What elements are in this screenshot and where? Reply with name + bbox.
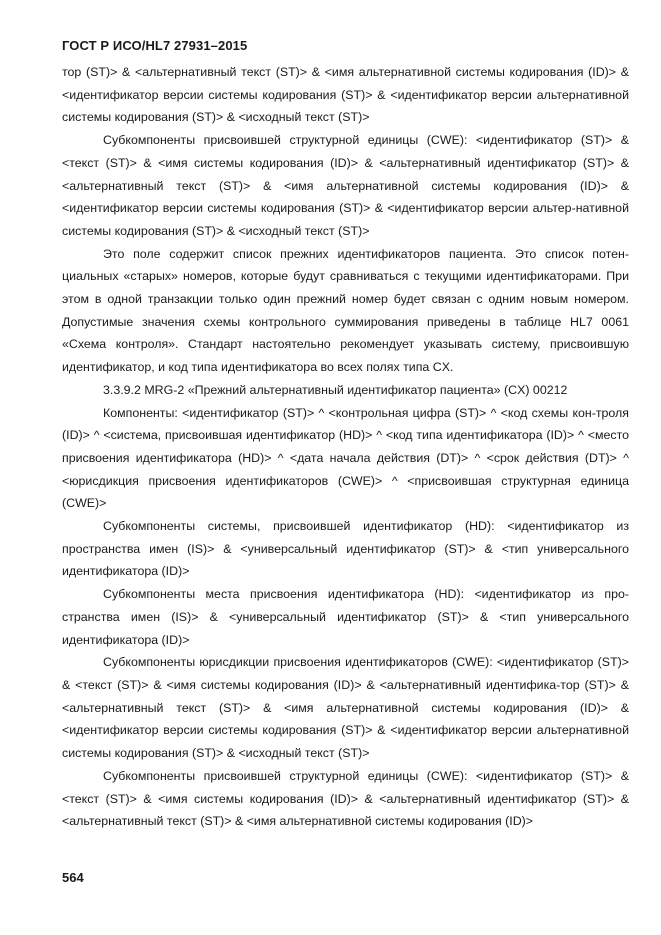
standard-title: ГОСТ Р ИСО/HL7 27931–2015 [62, 38, 248, 53]
page-number: 564 [62, 870, 84, 885]
paragraph-assigning-agency-subcomponents: Субкомпоненты присвоившей структурной единицы (CWE): <идентификатор (ST)> & <текст (ST)> & <имя системы кодирования (ID)> & <альтернативный идентификатор (ST)> & <альтернативный текст (ST)> & <имя альтернативной системы кодирования (ID)> [62, 768, 629, 829]
paragraph-components: Компоненты: <идентификатор (ST)> ^ <контрольная цифра (ST)> ^ <код схемы кон-троля (ID)> ^ <система, присвоившая идентификатор (HD)> ^ <код типа идентификатора (ID)> ^ <место присвоения идентификатора (HD)> ^ <дата начала действия (DT)> ^ <срок действия (DT)> ^ <юрисдикция присвоения идентификаторов (CWE)> ^ <присвоившая структурная единица (CWE)> [62, 405, 629, 511]
paragraph-jurisdiction-subcomponents: Субкомпоненты юрисдикции присвоения идентификаторов (CWE): <идентификатор (ST)> & <текст (ST)> & <имя системы кодирования (ID)> & <альтернативный идентифика-тор (ST)> & <альтернативный текст (ST)> & <имя альтернативной системы кодирования (ID)> & <идентификатор версии системы кодирования (ST)> & <идентификатор версии альтернативной системы кодирования (ST)> & <исходный текст (ST)> [62, 655, 629, 761]
section-heading-mrg-2: 3.3.9.2 MRG-2 «Прежний альтернативный идентификатор пациента» (CX) 00212 [103, 382, 568, 397]
document-body [62, 61, 629, 833]
paragraph-assigning-unit-subcomponents: Субкомпоненты присвоившей структурной единицы (CWE): <идентификатор (ST)> & <текст (ST)> & <имя системы кодирования (ID)> & <альтернативный идентификатор (ST)> & <альтернативный текст (ST)> & <имя альтернативной системы кодирования (ID)> & <идентификатор версии системы кодирования (ST)> & <идентификатор версии альтер-нативной системы кодирования (ST)> & <исходный текст (ST)> [62, 133, 629, 238]
paragraph-assigning-authority-subcomponents: Субкомпоненты системы, присвоившей идентификатор (HD): <идентификатор из пространства имен (IS)> & <универсальный идентификатор (ST)> & <тип универсального идентификатора (ID)> [62, 519, 629, 579]
paragraph-continuation-subcomponents: тор (ST)> & <альтернативный текст (ST)> & <имя альтернативной системы кодирования (ID)> & <идентификатор версии системы кодирования (ST)> & <идентификатор версии альтернативной системы кодирования (ST)> & <исходный текст (ST)> [62, 65, 629, 125]
paragraph-field-description: Это поле содержит список прежних идентификаторов пациента. Это список потен-циальных «старых» номеров, которые будут сравниваться с текущими идентификаторами. При этом в одной транзакции только один прежний номер будет связан с одним новым номером. Допустимые значения схемы контрольного суммирования приведены в таблице HL7 0061 «Схема контроля». Стандарт настоятельно рекомендует указывать систему, присвоившую идентификатор, и код типа идентификатора во всех полях типа CX. [62, 246, 629, 375]
paragraph-assigning-facility-subcomponents: Субкомпоненты места присвоения идентификатора (HD): <идентификатор из про-странства имен (IS)> & <универсальный идентификатор (ST)> & <тип универсального идентификатора (ID)> [62, 587, 629, 647]
